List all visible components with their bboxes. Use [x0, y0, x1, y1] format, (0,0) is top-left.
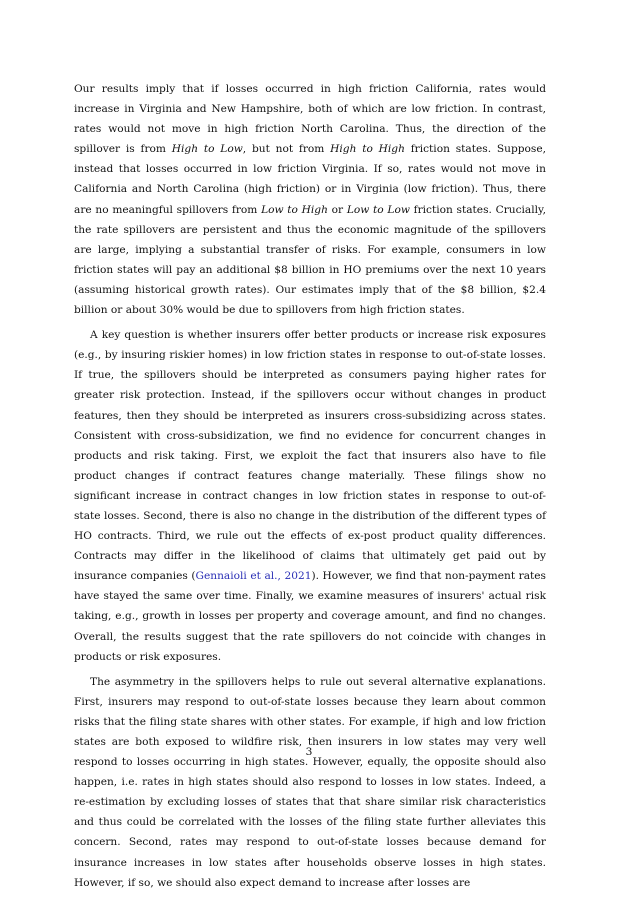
paragraph-key-question	[74, 325, 546, 667]
citation-author: Gennaioli et al.	[195, 570, 278, 583]
citation-link[interactable]	[196, 570, 312, 582]
text-run: ). However, we find that non-payment rates have stayed the same over time. Finally, we examine measures of insurers' actual risk taking, e.g., growth in losses per property and coverage amount, and find no changes. Overall, the results suggest that the rate spillovers do not coincide with changes in products or risk exposures.	[74, 570, 546, 663]
page-number: 3	[305, 746, 313, 758]
text-run: Our results imply that if losses occurred in high friction California, rates would increase in Virginia and New Hampshire, both of which are low friction. In contrast, rates would not move in high friction North Carolina. Thus, the direction of the spillover is from	[74, 83, 546, 156]
text-run: The asymmetry in the spillovers helps to rule out several alternative explanations. First, insurers may respond to out-of-state losses because they learn about common risks that the filing state shares with other states. For example, if high and low friction states are both exposed to wildfire risk, then insurers in low states may very well respond to losses occurring in high states. However, equally, the opposite should also happen, i.e. rates in high states should also respond to losses in low states. Indeed, a re-estimation by excluding losses of states that that share similar risk characteristics and thus could be correlated with the losses of the filing state further alleviates this concern. Second, rates may respond to out-of-state losses because demand for insurance increases in low states after households observe losses in high states. However, if so, we should also expect demand to increase after losses are	[74, 675, 546, 889]
paragraph-results	[74, 79, 546, 320]
emphasis: Low to Low	[346, 203, 410, 216]
text-run: friction states. Suppose, instead that losses occurred in low friction Virginia. If so, rates would not move in California and North Carolina (high friction) or in Virginia (low friction). Thus, there are no meaningful spillovers from	[74, 143, 546, 216]
text-run: or	[327, 203, 347, 216]
text-run: friction states. Crucially, the rate spillovers are persistent and thus the economic magnitude of the spillovers are large, implying a substantial transfer of risks. For example, consumers in low friction states will pay an additional $8 billion in HO premiums over the next 10 years (assuming historical growth rates). Our estimates imply that of the $8 billion, $2.4 billion or about 30% would be due to spillovers from high friction states.	[74, 203, 546, 317]
emphasis: Low to High	[261, 203, 328, 216]
emphasis: High to Low	[171, 143, 243, 156]
citation-year: 2021	[284, 570, 312, 583]
body-text	[74, 79, 546, 898]
emphasis: High to High	[330, 143, 405, 156]
text-run: A key question is whether insurers offer better products or increase risk exposures (e.g., by insuring riskier homes) in low friction states in response to out-of-state losses. If true, the spillovers should be interpreted as consumers paying higher rates for greater risk protection. Instead, if the spillovers occur without changes in product features, then they should be interpreted as insurers cross-subsidizing across states. Consistent with cross-subsidization, we find no evidence for concurrent changes in products and risk taking. First, we exploit the fact that insurers also have to file product changes if contract features change materially. These filings show no significant increase in contract changes in low friction states in response to out-of-state losses. Second, there is also no change in the distribution of the different types of HO contracts. Third, we rule out the effects of ex-post product quality differences. Contracts may differ in the likelihood of claims that ultimately get paid out by insurance companies (	[74, 329, 546, 583]
citation-separator: ,	[277, 570, 285, 583]
text-run: , but not from	[242, 143, 331, 156]
paragraph-asymmetry	[74, 672, 546, 893]
